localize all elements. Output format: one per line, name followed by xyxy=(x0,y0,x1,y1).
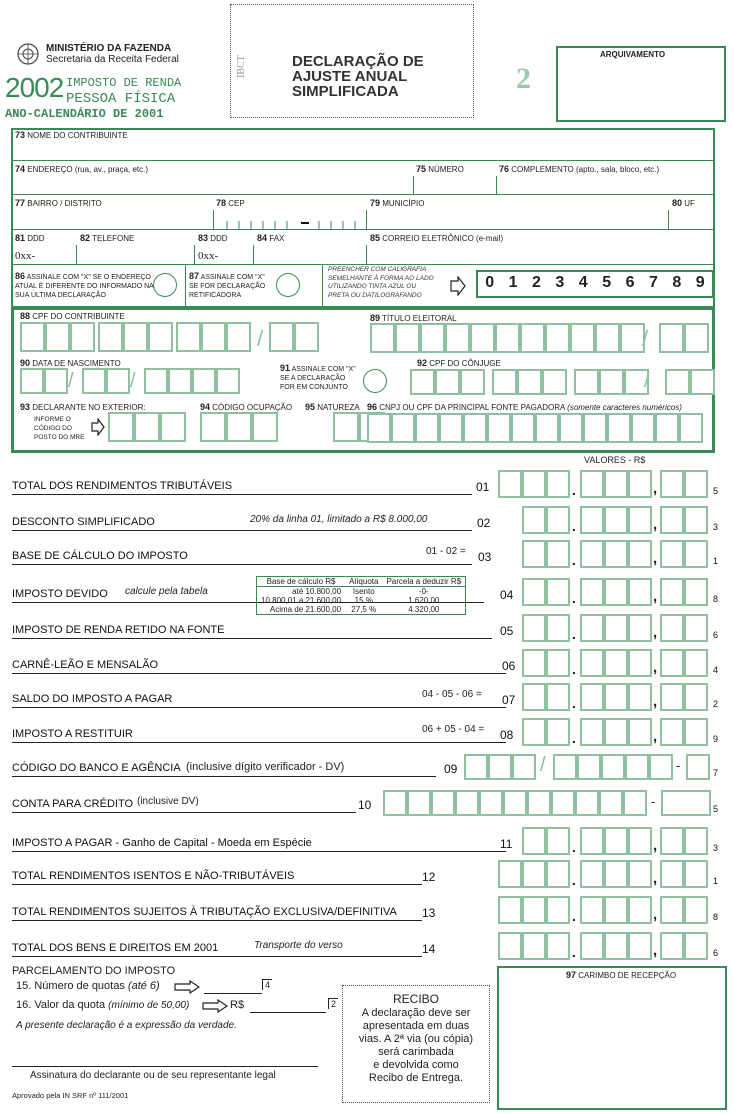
value-digit-cell xyxy=(660,683,684,711)
value-digit-cell xyxy=(660,860,684,888)
bank-slash: / xyxy=(540,754,546,776)
occupation-code-digits[interactable] xyxy=(200,412,278,442)
value-digit-cell xyxy=(546,578,570,606)
voter-id-digits[interactable] xyxy=(370,323,709,353)
quota-value-input[interactable] xyxy=(250,998,324,1012)
value-digit-cell xyxy=(522,506,546,534)
decimal-separator: , xyxy=(653,550,658,567)
decimal-separator: , xyxy=(653,659,658,676)
value-digit-cell xyxy=(575,790,599,816)
arrow-right-icon xyxy=(202,999,228,1018)
value-digit-cell xyxy=(498,860,522,888)
form-year: 2002 xyxy=(5,72,64,103)
value-digit-cell xyxy=(503,790,527,816)
value-digit-cell xyxy=(684,860,708,888)
value-digit-cell xyxy=(623,790,647,816)
value-line-check-digit: 8 xyxy=(713,594,719,604)
field-93-label: 93 DECLARANTE NO EXTERIOR: xyxy=(20,402,146,412)
tax-rate-table xyxy=(256,576,466,615)
value-digit-cell xyxy=(604,540,628,568)
decimal-separator: , xyxy=(653,837,658,854)
tax-table-cell: 1.620,00 xyxy=(408,596,440,605)
value-digit-cell xyxy=(431,790,455,816)
value-line-check-digit: 4 xyxy=(713,665,719,675)
field-80-label: 80 UF xyxy=(672,198,695,208)
value-digit-cell xyxy=(660,540,684,568)
decimal-separator: , xyxy=(653,728,658,745)
value-digit-cell xyxy=(546,649,570,677)
value-digit-cell xyxy=(628,896,652,924)
value-digit-cell xyxy=(546,540,570,568)
value-digit-cell xyxy=(455,790,479,816)
decimal-separator: , xyxy=(653,693,658,710)
field-85-label: 85 CORREIO ELETRÔNICO (e-mail) xyxy=(370,233,504,243)
thousands-separator: . xyxy=(572,661,576,677)
signature-label: Assinatura do declarante ou de seu representante legal xyxy=(30,1070,276,1081)
field-93-note: INFORME O CÓDIGO DO POSTO DO MRE xyxy=(34,416,85,441)
ministry-name: MINISTÉRIO DA FAZENDA xyxy=(46,43,172,54)
value-digit-cell xyxy=(577,754,601,780)
value-line-code: 01 xyxy=(476,480,490,494)
field-76-label: 76 COMPLEMENTO (apto., sala, bloco, etc.) xyxy=(499,164,660,174)
value-digit-cell xyxy=(628,506,652,534)
sample-digit: 3 xyxy=(555,274,565,291)
cep-input[interactable] xyxy=(215,210,365,229)
form-title-3: SIMPLIFICADA xyxy=(292,83,399,100)
city-input[interactable] xyxy=(368,210,666,229)
value-digit-cell xyxy=(527,790,551,816)
thousands-separator: . xyxy=(572,730,576,746)
value-digit-cell xyxy=(628,860,652,888)
value-line-check-digit: 9 xyxy=(713,734,719,744)
uf-input[interactable] xyxy=(670,210,714,229)
tax-table-cell: até 10.800,00 xyxy=(292,587,342,596)
sample-digit: 5 xyxy=(602,274,612,291)
value-digit-cell xyxy=(580,540,604,568)
value-line-check-digit: 8 xyxy=(713,912,719,922)
value-line-label: TOTAL RENDIMENTOS ISENTOS E NÃO-TRIBUTÁVEIS xyxy=(12,870,295,882)
value-line-code: 06 xyxy=(502,659,516,673)
decimal-separator: , xyxy=(653,906,658,923)
field-90-label: 90 DATA DE NASCIMENTO xyxy=(20,358,121,368)
value-line-note: (inclusive dígito verificador - DV) xyxy=(186,761,345,773)
value-digit-cell xyxy=(684,649,708,677)
decimal-separator: , xyxy=(653,870,658,887)
value-digit-cell xyxy=(546,896,570,924)
value-digit-cell xyxy=(684,932,708,960)
truth-statement: A presente declaração é a expressão da verdade. xyxy=(16,1020,237,1031)
value-digit-cell xyxy=(628,683,652,711)
value-line-check-digit: 3 xyxy=(713,843,719,853)
ddd-phone-prefix: 0xx- xyxy=(15,250,36,262)
tax-table-header: Base de cálculo R$ xyxy=(266,577,336,586)
thousands-separator: . xyxy=(572,872,576,888)
value-digit-cell xyxy=(546,827,570,855)
value-digit-cell xyxy=(522,827,546,855)
field-74-label: 74 ENDEREÇO (rua, av., praça, etc.) xyxy=(15,164,149,174)
installments-title: PARCELAMENTO DO IMPOSTO xyxy=(12,965,176,977)
value-digit-cell xyxy=(498,896,522,924)
ddd-fax-prefix: 0xx- xyxy=(198,250,219,262)
value-digit-cell xyxy=(580,506,604,534)
quota-currency: R$ xyxy=(230,999,245,1011)
tax-table-cell: 15 % xyxy=(354,596,373,605)
value-digit-cell xyxy=(522,649,546,677)
value-line-label: CARNÊ-LEÃO E MENSALÃO xyxy=(12,659,159,671)
number-input[interactable] xyxy=(415,176,495,193)
ibct-mark: IBCT xyxy=(236,55,247,78)
via-number: 2 xyxy=(516,62,531,95)
thousands-separator: . xyxy=(572,944,576,960)
value-digit-cell xyxy=(464,754,488,780)
value-digit-cell xyxy=(684,896,708,924)
value-digit-cell xyxy=(580,649,604,677)
phone-input[interactable] xyxy=(78,245,192,263)
field-95-label: 95 NATUREZA xyxy=(305,402,360,412)
field-88-label: 88 CPF DO CONTRIBUINTE xyxy=(20,311,125,321)
field-86-label: 86 ASSINALE COM "X" SE O ENDEREÇO ATUAL É DIFERENTE DO INFORMADO NA SUA ÚLTIMA DECLARAÇÃO xyxy=(15,271,154,299)
stamp-label: 97 CARIMBO DE RECEPÇÃO xyxy=(566,970,677,980)
decimal-separator: , xyxy=(653,516,658,533)
value-digit-cell xyxy=(604,506,628,534)
arrow-right-icon xyxy=(174,980,200,999)
value-line-label: CONTA PARA CRÉDITO xyxy=(12,798,134,810)
address-changed-checkbox[interactable] xyxy=(153,273,177,297)
tax-table-header: Parcela a deduzir R$ xyxy=(386,577,462,586)
value-line-label: IMPOSTO A PAGAR - Ganho de Capital - Moeda em Espécie xyxy=(12,837,312,849)
field-83-label: 83 DDD xyxy=(198,233,228,243)
field-94-label: 94 CÓDIGO OCUPAÇÃO xyxy=(200,402,293,412)
decimal-separator: , xyxy=(653,942,658,959)
value-digit-cell xyxy=(628,470,652,498)
fax-input[interactable] xyxy=(255,245,365,263)
value-line-code: 08 xyxy=(500,728,514,742)
value-line-label: IMPOSTO DEVIDO xyxy=(12,588,108,600)
sample-digit: 7 xyxy=(648,274,658,291)
value-line-label: IMPOSTO DE RENDA RETIDO NA FONTE xyxy=(12,624,225,636)
field-84-label: 84 FAX xyxy=(257,233,285,243)
value-digit-cell xyxy=(604,860,628,888)
ministry-logo-icon xyxy=(14,42,42,66)
value-digit-cell xyxy=(546,506,570,534)
decimal-separator: , xyxy=(653,588,658,605)
values-header: VALORES - R$ xyxy=(584,455,646,465)
value-digit-cell xyxy=(604,827,628,855)
value-digit-cell xyxy=(599,790,623,816)
value-digit-cell xyxy=(551,790,575,816)
value-digit-cell xyxy=(546,932,570,960)
ddd-phone-input[interactable] xyxy=(40,245,74,263)
thousands-separator: . xyxy=(572,552,576,568)
value-line-formula: 01 - 02 = xyxy=(426,546,466,557)
field-79-label: 79 MUNICÍPIO xyxy=(370,198,425,208)
value-digit-cell xyxy=(580,614,604,642)
value-digit-cell xyxy=(660,506,684,534)
value-digit-cell xyxy=(628,718,652,746)
value-digit-cell xyxy=(604,896,628,924)
value-digit-cell xyxy=(580,470,604,498)
sample-digit: 0 xyxy=(485,274,495,291)
quota-value-label: 16. Valor da quota (mínimo de 50,00) xyxy=(16,999,190,1011)
value-line-check-digit: 1 xyxy=(713,556,719,566)
value-line-label: TOTAL RENDIMENTOS SUJEITOS À TRIBUTAÇÃO EXCLUSIVA/DEFINITIVA xyxy=(12,906,397,918)
field-96-label: 96 CNPJ OU CPF DA PRINCIPAL FONTE PAGADORA (somente caracteres numéricos) xyxy=(367,402,682,412)
thousands-separator: . xyxy=(572,908,576,924)
value-digit-cell xyxy=(580,683,604,711)
value-digit-cell xyxy=(512,754,536,780)
value-line-label: CÓDIGO DO BANCO E AGÊNCIA xyxy=(12,762,181,774)
value-digit-cell xyxy=(546,860,570,888)
value-digit-cell xyxy=(522,860,546,888)
value-digit-cell xyxy=(625,754,649,780)
value-line-code: 05 xyxy=(500,624,514,638)
field-81-label: 81 DDD xyxy=(15,233,45,243)
field-87-label: 87 ASSINALE COM "X" SE FOR DECLARAÇÃO RETIFICADORA xyxy=(189,271,266,299)
consulate-code-digits[interactable] xyxy=(108,412,186,442)
value-digit-cell xyxy=(580,827,604,855)
receipt-title: RECIBO xyxy=(392,992,439,1006)
value-line-label: TOTAL DOS BENS E DIREITOS EM 2001 xyxy=(12,942,219,954)
value-line-check-digit: 6 xyxy=(713,948,719,958)
value-digit-cell xyxy=(546,614,570,642)
value-line-check-digit: 2 xyxy=(713,699,719,709)
value-digit-cell xyxy=(684,470,708,498)
complement-input[interactable] xyxy=(498,176,713,193)
value-digit-cell xyxy=(604,578,628,606)
value-digit-cell xyxy=(604,470,628,498)
cpf-digits[interactable] xyxy=(20,322,319,352)
value-digit-cell xyxy=(553,754,577,780)
value-digit-cell xyxy=(628,932,652,960)
value-digit-cell xyxy=(580,860,604,888)
value-digit-cell xyxy=(604,932,628,960)
field-82-label: 82 TELEFONE xyxy=(80,233,135,243)
value-digit-cell xyxy=(628,578,652,606)
value-digit-cell xyxy=(604,683,628,711)
thousands-separator: . xyxy=(572,839,576,855)
field-89-label: 89 TÍTULO ELEITORAL xyxy=(370,313,457,323)
tax-table-cell: Acima de 21.600,00 xyxy=(269,605,342,614)
sample-digit: 8 xyxy=(672,274,682,291)
tax-table-cell: 4.320,00 xyxy=(408,605,440,614)
calligraphy-note: PREENCHER COM CALIGRAFIA SEMELHANTE À FORMA AO LADO UTILIZANDO TINTA AZUL OU PRETA OU DATILOGRAFANDO xyxy=(328,266,434,299)
value-line-label: BASE DE CÁLCULO DO IMPOSTO xyxy=(12,550,188,562)
decimal-separator: , xyxy=(653,480,658,497)
payer-cnpj-digits[interactable] xyxy=(367,413,703,443)
value-line-code: 03 xyxy=(478,550,492,564)
value-digit-cell xyxy=(522,614,546,642)
value-digit-cell xyxy=(488,754,512,780)
value-line-code: 04 xyxy=(500,588,514,602)
value-digit-cell xyxy=(660,827,684,855)
cpf-slash: / xyxy=(257,326,264,351)
value-digit-cell xyxy=(628,614,652,642)
value-digit-cell xyxy=(604,718,628,746)
value-digit-cell xyxy=(660,578,684,606)
value-line-code: 09 xyxy=(444,762,458,776)
value-digit-cell xyxy=(383,790,407,816)
value-digit-cell xyxy=(604,614,628,642)
value-line-check-digit: 3 xyxy=(713,522,719,532)
value-digit-cell xyxy=(660,649,684,677)
tax-line-2: PESSOA FÍSICA xyxy=(66,91,176,107)
value-digit-cell xyxy=(660,932,684,960)
arrow-right-icon xyxy=(91,418,105,441)
tax-table-header: Alíquota xyxy=(349,577,379,586)
value-digit-cell xyxy=(684,540,708,568)
value-line-code: 11 xyxy=(500,837,513,851)
value-line-code: 07 xyxy=(502,693,516,707)
field-91-label: 91 ASSINALE COM "X" SE A DECLARAÇÃO FOR EM CONJUNTO xyxy=(280,363,356,391)
value-digit-cell xyxy=(546,683,570,711)
value-line-note: calcule pela tabela xyxy=(125,586,208,597)
value-digit-cell xyxy=(580,932,604,960)
value-digit-cell xyxy=(660,614,684,642)
value-digit-cell xyxy=(498,932,522,960)
tax-line-1: IMPOSTO DE RENDA xyxy=(66,76,182,90)
sample-digit: 9 xyxy=(695,274,705,291)
value-line-note: (inclusive DV) xyxy=(137,796,199,807)
birth-date-slash-1: / xyxy=(68,370,74,392)
value-digit-cell xyxy=(601,754,625,780)
value-line-formula: 06 + 05 - 04 = xyxy=(422,724,485,735)
receipt-text: RECIBO A declaração deve ser apresentada em duas vias. A 2ª via (ou cópia) será carimbada e devolvida como Recibo de Entrega. xyxy=(344,993,488,1085)
value-line-note: 20% da linha 01, limitado a R$ 8.000,00 xyxy=(250,514,428,525)
tax-table-cell: 10.800,01 a 21.600,00 xyxy=(261,596,342,605)
quota-value-check: 2 xyxy=(328,998,338,1009)
form-title-1: DECLARAÇÃO DE xyxy=(292,53,424,70)
value-line-label: SALDO DO IMPOSTO A PAGAR xyxy=(12,693,173,705)
value-digit-cell xyxy=(498,470,522,498)
value-digit-cell xyxy=(661,790,711,816)
dv-dash: - xyxy=(651,794,656,809)
value-digit-cell xyxy=(522,896,546,924)
value-digit-cell xyxy=(660,718,684,746)
value-digit-cell xyxy=(628,827,652,855)
sample-digit: 2 xyxy=(532,274,541,291)
thousands-separator: . xyxy=(572,626,576,642)
secretariat-name: Secretaria da Receita Federal xyxy=(46,54,179,65)
value-line-code: 13 xyxy=(422,906,436,920)
value-digit-cell xyxy=(522,718,546,746)
value-digit-cell xyxy=(479,790,503,816)
arrow-right-icon xyxy=(450,276,466,301)
voter-id-slash: / xyxy=(642,326,649,351)
sample-digit: 1 xyxy=(508,274,518,291)
value-digit-cell xyxy=(522,683,546,711)
value-digit-cell xyxy=(649,754,673,780)
thousands-separator: . xyxy=(572,518,576,534)
field-92-label: 92 CPF DO CÔNJUGE xyxy=(417,358,501,368)
value-digit-cell xyxy=(522,470,546,498)
quota-count-check: 4 xyxy=(262,979,272,990)
rectifying-checkbox[interactable] xyxy=(276,273,300,297)
value-digit-cell xyxy=(580,718,604,746)
value-line-check-digit: 7 xyxy=(713,768,719,778)
value-line-code: 14 xyxy=(422,942,436,956)
value-digit-cell xyxy=(628,649,652,677)
signature-input[interactable] xyxy=(12,1040,318,1066)
value-line-label: IMPOSTO A RESTITUIR xyxy=(12,728,133,740)
sample-digit: 4 xyxy=(578,274,588,291)
joint-declaration-checkbox[interactable] xyxy=(363,369,387,393)
value-line-check-digit: 5 xyxy=(713,804,719,814)
birth-date-slash-2: / xyxy=(130,370,136,392)
value-digit-cell xyxy=(522,578,546,606)
thousands-separator: . xyxy=(572,482,576,498)
value-digit-cell xyxy=(628,540,652,568)
spouse-cpf-digits[interactable] xyxy=(410,369,715,395)
quota-count-input[interactable] xyxy=(204,978,260,992)
ddd-fax-input[interactable] xyxy=(222,245,250,263)
thousands-separator: . xyxy=(572,590,576,606)
form-title-2: AJUSTE ANUAL xyxy=(292,68,408,85)
value-digit-cell xyxy=(660,470,684,498)
digit-sample-row xyxy=(478,274,712,296)
field-75-label: 75 NÚMERO xyxy=(416,164,464,174)
field-73-label: 73 NOME DO CONTRIBUINTE xyxy=(15,130,128,140)
address-input[interactable] xyxy=(13,176,411,193)
dv-dash: - xyxy=(676,758,681,773)
value-line-check-digit: 5 xyxy=(713,486,719,496)
value-line-code: 02 xyxy=(477,516,491,530)
tax-table-cell: -0- xyxy=(418,587,429,596)
thousands-separator: . xyxy=(572,695,576,711)
value-line-code: 10 xyxy=(358,798,372,812)
value-digit-cell xyxy=(407,790,431,816)
value-digit-cell xyxy=(684,827,708,855)
value-digit-cell xyxy=(546,470,570,498)
quota-count-label: 15. Número de quotas (até 6) xyxy=(16,980,160,992)
approval-note: Aprovado pela IN SRF nº 111/2001 xyxy=(12,1091,129,1100)
value-digit-cell xyxy=(684,614,708,642)
value-digit-cell xyxy=(522,540,546,568)
value-line-code: 12 xyxy=(422,870,436,884)
value-line-note: Transporte do verso xyxy=(254,940,343,951)
email-input[interactable] xyxy=(368,245,714,263)
sample-digit: 6 xyxy=(625,274,635,291)
spouse-cpf-slash: / xyxy=(644,370,650,392)
tax-table-cell: Isento xyxy=(352,587,375,596)
decimal-separator: , xyxy=(653,624,658,641)
value-digit-cell xyxy=(660,896,684,924)
calendar-year: ANO-CALENDÁRIO DE 2001 xyxy=(5,107,164,121)
name-input[interactable] xyxy=(13,141,713,159)
field-78-label: 78 CEP xyxy=(216,198,245,208)
value-digit-cell xyxy=(546,718,570,746)
reception-stamp-box xyxy=(497,966,727,1110)
tax-table-cell: 27,5 % xyxy=(351,605,377,614)
value-digit-cell xyxy=(684,683,708,711)
value-digit-cell xyxy=(580,896,604,924)
value-digit-cell xyxy=(684,578,708,606)
value-digit-cell xyxy=(522,932,546,960)
value-line-check-digit: 1 xyxy=(713,876,719,886)
value-digit-cell xyxy=(684,718,708,746)
value-digit-cell xyxy=(686,754,710,780)
value-line-label: TOTAL DOS RENDIMENTOS TRIBUTÁVEIS xyxy=(12,480,233,492)
value-line-check-digit: 6 xyxy=(713,630,719,640)
value-digit-cell xyxy=(684,506,708,534)
value-digit-cell xyxy=(580,578,604,606)
archive-label: ARQUIVAMENTO xyxy=(600,50,666,59)
value-digit-cell xyxy=(604,649,628,677)
value-line-formula: 04 - 05 - 06 = xyxy=(422,689,482,700)
field-77-label: 77 BAIRRO / DISTRITO xyxy=(15,198,102,208)
value-line-label: DESCONTO SIMPLIFICADO xyxy=(12,516,155,528)
